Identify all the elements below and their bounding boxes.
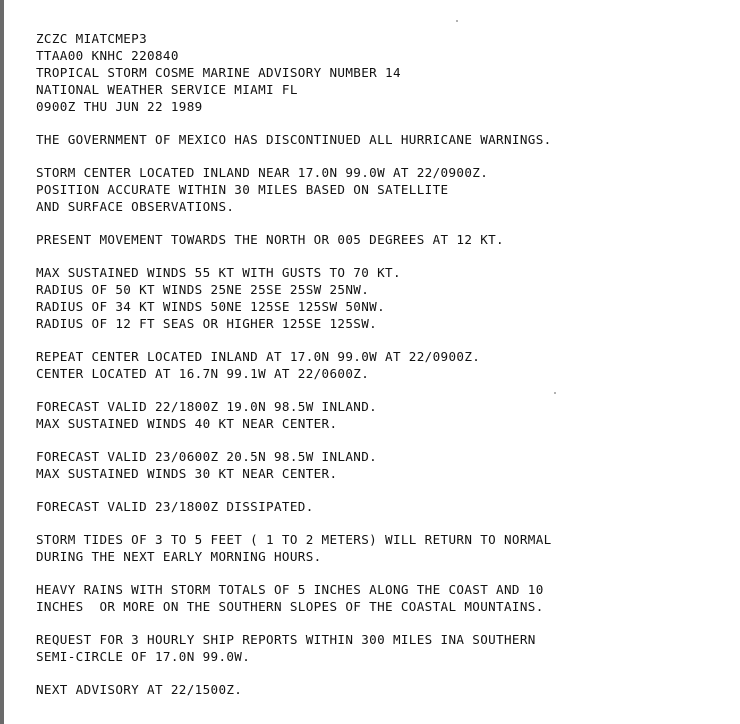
storm-center-paragraph [36,164,726,215]
header-line: 0900Z THU JUN 22 1989 [36,99,203,114]
header-line: ZCZC MIATCMEP3 [36,31,148,46]
paragraph-line: AND SURFACE OBSERVATIONS. [36,199,235,214]
movement-paragraph [36,231,726,248]
advisory-header [36,30,726,115]
forecast-paragraph-3 [36,498,726,515]
paragraph-line: MAX SUSTAINED WINDS 55 KT WITH GUSTS TO 70 KT. [36,265,401,280]
paragraph-line: STORM TIDES OF 3 TO 5 FEET ( 1 TO 2 METERS) WILL RETURN TO NORMAL [36,532,552,547]
next-advisory-paragraph [36,681,726,698]
forecast-paragraph-1 [36,398,726,432]
heavy-rains-paragraph [36,581,726,615]
paragraph-line: FORECAST VALID 22/1800Z 19.0N 98.5W INLAND. [36,399,378,414]
advisory-text [36,30,726,714]
advisory-title: TROPICAL STORM COSME MARINE ADVISORY NUMBER 14 [36,65,401,80]
paragraph-line: INCHES OR MORE ON THE SOUTHERN SLOPES OF THE COASTAL MOUNTAINS. [36,599,544,614]
paragraph-line: REQUEST FOR 3 HOURLY SHIP REPORTS WITHIN 300 MILES INA SOUTHERN [36,632,536,647]
ship-reports-paragraph [36,631,726,665]
storm-tides-paragraph [36,531,726,565]
scan-left-edge [0,0,4,724]
paragraph-line: THE GOVERNMENT OF MEXICO HAS DISCONTINUED ALL HURRICANE WARNINGS. [36,132,552,147]
paragraph-line: MAX SUSTAINED WINDS 30 KT NEAR CENTER. [36,466,338,481]
paragraph-line: MAX SUSTAINED WINDS 40 KT NEAR CENTER. [36,416,338,431]
header-line: TTAA00 KNHC 220840 [36,48,179,63]
paragraph-line: SEMI-CIRCLE OF 17.0N 99.0W. [36,649,251,664]
paragraph-line: POSITION ACCURATE WITHIN 30 MILES BASED ON SATELLITE [36,182,449,197]
paragraph-line: PRESENT MOVEMENT TOWARDS THE NORTH OR 005 DEGREES AT 12 KT. [36,232,504,247]
forecast-paragraph-2 [36,448,726,482]
winds-paragraph [36,264,726,332]
header-line: NATIONAL WEATHER SERVICE MIAMI FL [36,82,298,97]
paragraph-line: FORECAST VALID 23/1800Z DISSIPATED. [36,499,314,514]
warning-paragraph [36,131,726,148]
paragraph-line: RADIUS OF 50 KT WINDS 25NE 25SE 25SW 25NW. [36,282,370,297]
paragraph-line: FORECAST VALID 23/0600Z 20.5N 98.5W INLAND. [36,449,378,464]
paragraph-line: NEXT ADVISORY AT 22/1500Z. [36,682,243,697]
paragraph-line: CENTER LOCATED AT 16.7N 99.1W AT 22/0600Z. [36,366,370,381]
repeat-center-paragraph [36,348,726,382]
scan-speck [456,20,458,22]
paragraph-line: RADIUS OF 34 KT WINDS 50NE 125SE 125SW 50NW. [36,299,386,314]
paragraph-line: RADIUS OF 12 FT SEAS OR HIGHER 125SE 125SW. [36,316,378,331]
paragraph-line: HEAVY RAINS WITH STORM TOTALS OF 5 INCHES ALONG THE COAST AND 10 [36,582,544,597]
paragraph-line: STORM CENTER LOCATED INLAND NEAR 17.0N 99.0W AT 22/0900Z. [36,165,489,180]
paragraph-line: DURING THE NEXT EARLY MORNING HOURS. [36,549,322,564]
paragraph-line: REPEAT CENTER LOCATED INLAND AT 17.0N 99.0W AT 22/0900Z. [36,349,481,364]
